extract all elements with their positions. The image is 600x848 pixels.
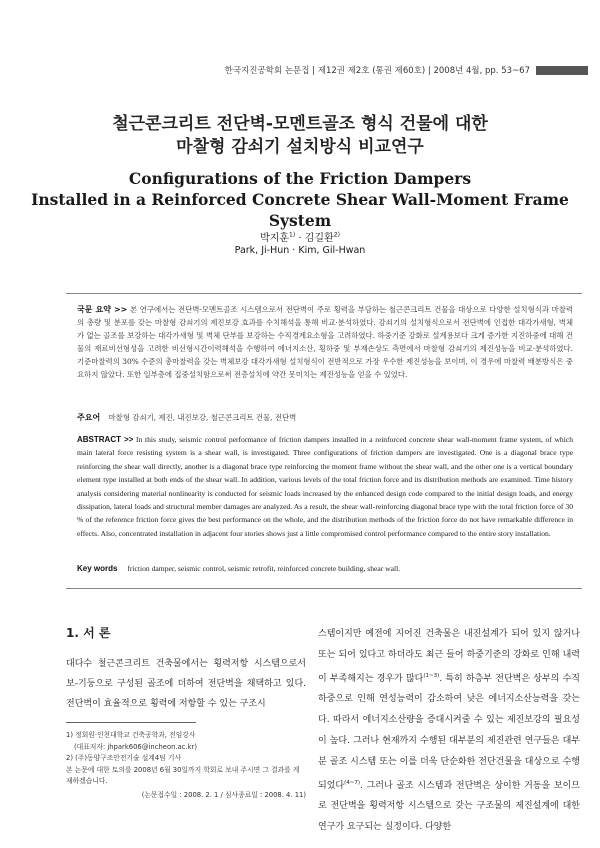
keywords-korean [77,412,573,423]
author-separator: · [295,233,305,244]
intro-left-column: 대다수 철근콘크리트 건축물에서는 횡력저항 시스템으로서 보-기둥으로 구성된 골조에 더하여 전단벽을 채택하고 있다. 전단벽이 효율적으로 횡력에 저항할 수 있는 구조시 [66,659,306,709]
author2-name: 김길환 [304,233,334,244]
abstract-korean-label: 국문 요약 >> [77,305,128,314]
authors-english: Park, Ji-Hun · Kim, Gil-Hwan [234,245,366,256]
section-heading: 1. 서 론 [66,626,111,640]
abstract-korean [77,303,573,381]
keywords-korean-label: 주요어 [77,413,101,422]
intro-right-column [318,624,580,838]
title-english-line2: Installed in a Reinforced Concrete Shear Wall-Moment Frame System [31,190,569,230]
author2-sup: 2) [333,231,340,239]
abstract-top-rule [66,293,582,294]
title-korean-line1: 철근콘크리트 전단벽-모멘트골조 형식 건물에 대한 [112,114,488,134]
intro-right-text-c: . 그러나 골조 시스템과 전단벽은 상이한 거동을 보이므로 전단벽을 횡력저항 시스템으로 갖는 구조물의 제진설계에 대한 연구가 요구되는 실정이다. 다양한 [318,780,580,833]
title-english-line1: Configurations of the Friction Dampers [128,169,472,188]
abstract-english [77,433,573,540]
keywords-english-text: friction damper, seismic control, seismic retrofit, reinforced concrete building, shear wall. [127,564,401,573]
abstract-korean-text: 본 연구에서는 전단벽-모멘트골조 시스템으로서 전단벽이 주로 횡력을 부담하는 철근콘크리트 건물을 대상으로 다양한 설치형식과 마찰력의 총량 및 분포를 갖는 마찰형 감쇠기의 제진보강 효과를 수치해석을 통해 비교·분석하였다. 감쇠기의 설치형식으로서 전단벽에 인접한 대각가새형, 벽체가 없는 골조를 보강하는 대각가새형 및 벽체 단부를 보강하는 수직경계요소형을 고려하였다. 하중기준 강화로 설계용보다 크게 증가한 지진하중에 대해 건물의 재료비선형성을 고려한 비선형시간이력해석을 수행하여 에너지소산, 횡하중 및 부재손상도 측면에서 마찰형 감쇠기의 제진성능을 비교·분석하였다. 기준마찰력의 30% 수준의 총마찰력을 갖는 벽체보강 대각가새형 설치형식이 전반적으로 가장 우수한 제진성능을 보이며, 이 경우에 마찰력 배분방식은 중요하지 않았다. 또한 일부층에 집중설치함으로써 전층설치에 약간 못미치는 제진성능을 얻을 수 있었다. [77,305,573,379]
keywords-english [77,564,573,573]
footnote-affiliation-1: 1) 정회원·인천대학교 건축공학과, 전임강사 [66,731,196,739]
abstract-english-text: In this study, seismic control performance of friction dampers installed in a reinforced concrete shear wall-moment frame system, of which main lateral force resisting system is a shear wall, is investigated. Three configurations of friction dampers are investigated. One is a diagonal brace type reinforcing the shear wall directly, another is a diagonal brace type reinforcing the moment frame without the shear wall, and the other one is a vertical boundary element type installed at both ends of the shear wall. In addition, various levels of the total friction force and its distribution methods are examined. Time history analysis considering material nonlinearity is conducted for seismic loads increased by the enhanced design code compared to the initial design loads, and energy dissipation, lateral loads and structural member damages are analyzed. As a result, the shear wall-reinforcing diagonal brace type with the total friction force of 30 % of the reference friction force gives the best performance on the whole, and the distribution methods of the friction force do not have remarkable difference in effects. Also, concentrated installation in adjacent four stories shows just a little compromised control performance compared to the entire story installation. [77,435,573,538]
keywords-korean-text: 마찰형 감쇠기, 제진, 내진보강, 철근콘크리트 건물, 전단벽 [108,413,297,422]
intro-right-text-a: 스템이지만 예전에 지어진 건축물은 내진설계가 되어 있지 않거나 또는 되어 있다고 하더라도 최근 들어 하중기준의 강화로 인해 내력이 부족해지는 경우가 많다 [318,629,580,684]
intro-right-text-b: . 특히 하층부 전단벽은 상부의 수직하중으로 인해 연성능력이 감소하여 낮은 에너지소산능력을 갖는다. 따라서 에너지소산량을 증대시켜줄 수 있는 제진보강의 필요성이 높다. 그러나 현재까지 수행된 대부분의 제진관련 연구들은 대부분 골조 시스템 또는 이를 더욱 단순화한 전단건물을 대상으로 수행되었다 [318,673,580,791]
author1-name: 박지훈 [260,233,290,244]
journal-header [0,64,600,78]
footnote-rule [66,722,196,723]
footnote-discussion: 본 논문에 대한 토의를 2008년 6월 30일까지 학회로 보내 주시면 그 결과를 게재하겠습니다. [66,765,300,785]
header-bar-decoration [536,66,588,75]
abstract-bottom-rule [66,588,582,589]
citation-ref-b: (4~7) [344,779,360,786]
author1-sup: 1) [289,231,296,239]
citation-ref-a: (1~3) [423,672,440,679]
footnotes [66,730,306,801]
footnote-corresponding: (대표저자: jhpark606@incheon.ac.kr) [74,742,198,751]
title-english [0,168,600,231]
footnote-affiliation-2: 2) (주)동양구조안전기술 설계4팀 기사 [66,754,182,762]
journal-citation: 한국지진공학회 논문집 | 제12권 제2호 (통권 제60호) | 2008년 4월, pp. 53~67 [224,66,530,76]
title-korean [0,113,600,159]
footnote-dates: (논문접수일 : 2008. 2. 1 / 심사종료일 : 2008. 4. 11) [141,790,306,799]
title-korean-line2: 마찰형 감쇠기 설치방식 비교연구 [176,137,424,157]
abstract-english-label: ABSTRACT >> [77,435,134,444]
authors-korean [0,229,600,244]
keywords-english-label: Key words [77,564,118,573]
